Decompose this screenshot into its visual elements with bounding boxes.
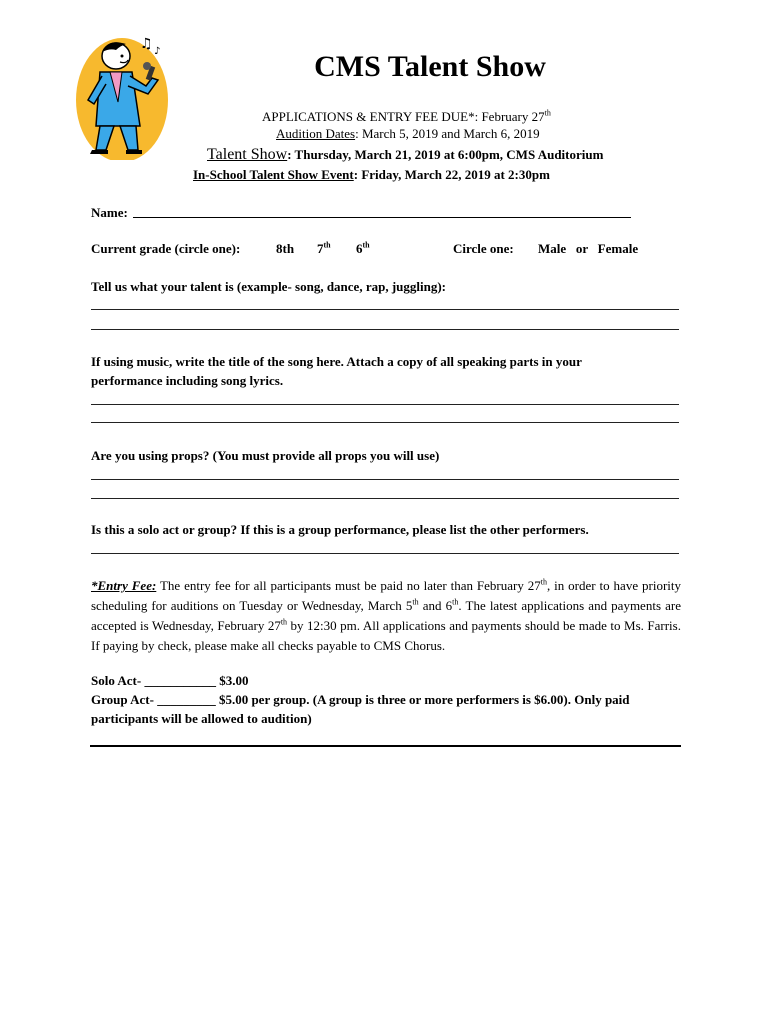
fee-sup-2: th xyxy=(412,597,419,607)
talent-question: Tell us what your talent is (example- song, dance, rap, juggling): xyxy=(91,279,446,294)
group-question: Is this a solo act or group? If this is a group performance, please list the other performers. xyxy=(91,522,589,537)
fee-sup-1: th xyxy=(540,577,547,587)
bottom-divider xyxy=(90,745,681,747)
svg-text:♪: ♪ xyxy=(154,46,161,57)
name-label: Name: xyxy=(91,205,128,220)
page-title: CMS Talent Show xyxy=(314,50,546,83)
talent-show-date xyxy=(207,146,603,164)
fee-text-4: . The latest applications and payments are accepted is Wednesday, February 27 xyxy=(91,598,681,633)
grade-6-text: 6 xyxy=(356,241,363,256)
music-question-line-2: performance including song lyrics. xyxy=(91,373,284,388)
show-value: : Thursday, March 21, 2019 at 6:00pm, CMS Auditorium xyxy=(287,147,604,162)
props-answer-line-1[interactable] xyxy=(91,479,679,480)
grade-label: Current grade (circle one): xyxy=(91,241,241,256)
grade-6-sup: th xyxy=(362,240,370,250)
audition-label: Audition Dates xyxy=(276,126,356,141)
grade-7-sup: th xyxy=(323,240,331,250)
solo-act-price: Solo Act- ___________ $3.00 xyxy=(91,673,249,688)
music-answer-line-2[interactable] xyxy=(91,422,679,423)
fee-text-1: The entry fee for all participants must be paid no later than February 27 xyxy=(156,578,541,593)
talent-answer-line-1[interactable] xyxy=(91,309,679,310)
gender-options[interactable]: Male or Female xyxy=(538,241,639,256)
fee-text-5: by 12:30 pm. All applications and payments should be made to Ms. Farris. If paying by check, please make all checks payable to CMS Chorus. xyxy=(91,618,681,653)
circle-one-label: Circle one: xyxy=(453,241,514,256)
fee-sup-3: th xyxy=(452,597,459,607)
fee-text-3: and 6 xyxy=(418,598,453,613)
applications-due-sup: th xyxy=(544,108,551,118)
grade-option-7[interactable] xyxy=(317,241,331,257)
fee-text-2: , in order to have priority scheduling for auditions on Tuesday or Wednesday, March 5 xyxy=(91,578,681,613)
inschool-label: In-School Talent Show Event xyxy=(193,167,354,182)
talent-answer-line-2[interactable] xyxy=(91,329,679,330)
group-act-note: participants will be allowed to audition) xyxy=(91,711,312,726)
inschool-value: : Friday, March 22, 2019 at 2:30pm xyxy=(353,167,550,182)
music-answer-line-1[interactable] xyxy=(91,404,679,405)
props-answer-line-2[interactable] xyxy=(91,498,679,499)
audition-value: : March 5, 2019 and March 6, 2019 xyxy=(355,126,540,141)
music-question-line-1: If using music, write the title of the song here. Attach a copy of all speaking parts in your xyxy=(91,354,582,369)
applications-due-text: APPLICATIONS & ENTRY FEE DUE*: February 27 xyxy=(262,109,545,124)
svg-text:♫: ♫ xyxy=(140,36,153,52)
fee-sup-4: th xyxy=(280,617,288,627)
props-question: Are you using props? (You must provide all props you will use) xyxy=(91,448,440,463)
inschool-event xyxy=(193,167,550,183)
group-answer-line[interactable] xyxy=(91,553,679,554)
show-label: Talent Show xyxy=(207,146,288,163)
audition-dates xyxy=(276,126,540,142)
grade-option-8[interactable]: 8th xyxy=(276,241,295,256)
group-act-price: Group Act- _________ $5.00 per group. (A group is three or more performers is $6.00). Only paid xyxy=(91,692,630,707)
grade-option-6[interactable] xyxy=(356,241,370,257)
name-field[interactable] xyxy=(133,217,631,218)
applications-due xyxy=(262,109,551,125)
entry-fee-label: *Entry Fee: xyxy=(91,578,157,593)
grade-7-text: 7 xyxy=(317,241,324,256)
entry-fee-paragraph xyxy=(91,576,681,656)
